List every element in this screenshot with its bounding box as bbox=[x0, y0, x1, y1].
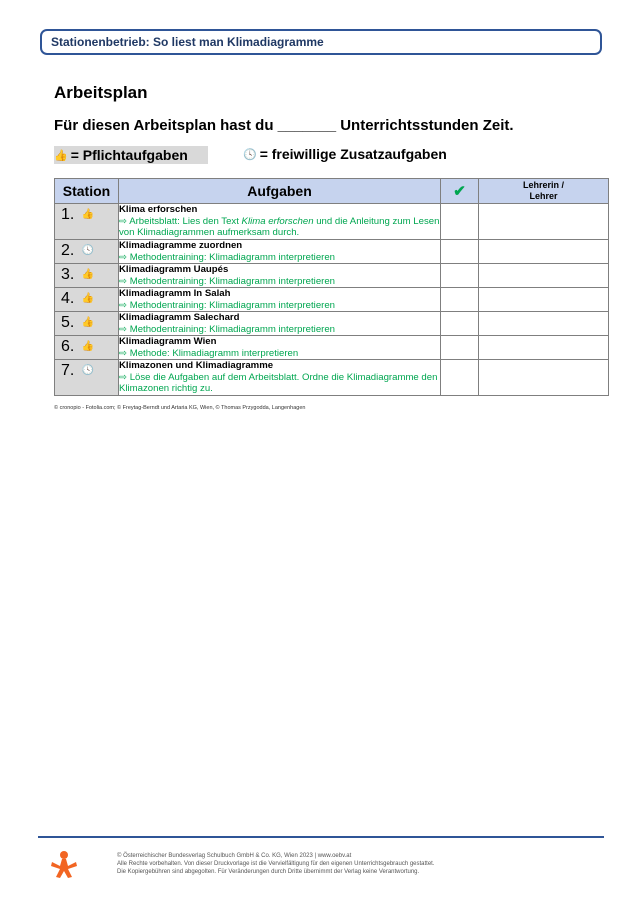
task-desc-italic: Klima erforschen bbox=[241, 215, 314, 227]
station-cell bbox=[55, 288, 119, 312]
legend-optional bbox=[243, 146, 447, 162]
header-station: Station bbox=[55, 179, 119, 204]
footer-line3: Die Kopiergebühren sind abgegolten. Für Veränderungen durch Dritte übernimmt der Verlag keine Verantwortung. bbox=[117, 869, 420, 875]
station-number: 6. bbox=[61, 338, 75, 355]
check-icon: ✔ bbox=[441, 179, 479, 204]
station-cell bbox=[55, 240, 119, 264]
task-title: Klimadiagramm Salechard bbox=[119, 312, 240, 323]
check-cell[interactable] bbox=[441, 288, 479, 312]
station-cell bbox=[55, 336, 119, 360]
task-cell bbox=[119, 240, 441, 264]
check-cell[interactable] bbox=[441, 264, 479, 288]
thumb-icon: 👍 bbox=[81, 293, 95, 304]
teacher-cell[interactable] bbox=[479, 288, 609, 312]
task-title: Klimadiagramm Uaupés bbox=[119, 264, 229, 275]
arrow-right-icon: ⇨ bbox=[119, 215, 130, 227]
arrow-right-icon: ⇨ bbox=[119, 251, 130, 263]
check-cell[interactable] bbox=[441, 360, 479, 396]
header-title: Stationenbetrieb: So liest man Klimadiagramme bbox=[51, 35, 324, 49]
task-desc: Methodentraining: Klimadiagramm interpretieren bbox=[129, 323, 336, 335]
station-number: 4. bbox=[61, 290, 75, 307]
table-row bbox=[55, 288, 609, 312]
task-cell bbox=[119, 312, 441, 336]
check-cell[interactable] bbox=[441, 204, 479, 240]
task-description bbox=[119, 348, 440, 360]
task-description bbox=[119, 324, 440, 336]
task-cell bbox=[119, 360, 441, 396]
teacher-cell[interactable] bbox=[479, 360, 609, 396]
thumb-icon: 👍 bbox=[81, 341, 95, 352]
header-box bbox=[40, 29, 602, 55]
station-number: 7. bbox=[61, 362, 75, 379]
publisher-logo bbox=[50, 850, 78, 878]
footer-line1: © Österreichischer Bundesverlag Schulbuch GmbH & Co. KG, Wien 2023 | www.oebv.at bbox=[117, 853, 352, 859]
work-plan-table bbox=[54, 178, 609, 396]
task-cell bbox=[119, 204, 441, 240]
thumb-icon: 👍 bbox=[81, 317, 95, 328]
task-cell bbox=[119, 288, 441, 312]
task-title: Klimadiagramme zuordnen bbox=[119, 240, 243, 251]
time-instruction: Für diesen Arbeitsplan hast du _______ Unterrichtsstunden Zeit. bbox=[54, 117, 514, 134]
teacher-cell[interactable] bbox=[479, 204, 609, 240]
task-desc: Methode: Klimadiagramm interpretieren bbox=[129, 347, 299, 359]
station-number: 1. bbox=[61, 206, 75, 223]
table-row bbox=[55, 264, 609, 288]
table-row bbox=[55, 204, 609, 240]
task-description bbox=[119, 372, 440, 395]
station-cell bbox=[55, 264, 119, 288]
page-title: Arbeitsplan bbox=[54, 83, 148, 102]
task-description bbox=[119, 252, 440, 264]
arrow-right-icon: ⇨ bbox=[119, 347, 130, 359]
task-desc: Methodentraining: Klimadiagramm interpretieren bbox=[129, 299, 336, 311]
task-description bbox=[119, 276, 440, 288]
task-title: Klimadiagramm Wien bbox=[119, 336, 217, 347]
teacher-cell[interactable] bbox=[479, 336, 609, 360]
table-row bbox=[55, 312, 609, 336]
teacher-cell[interactable] bbox=[479, 240, 609, 264]
footer-line2: Alle Rechte vorbehalten. Von dieser Druckvorlage ist die Vervielfältigung für den eigenen Unterrichtsgebrauch gestattet. bbox=[117, 861, 435, 867]
station-cell bbox=[55, 312, 119, 336]
station-cell bbox=[55, 360, 119, 396]
header-teacher-line1: Lehrerin / bbox=[522, 180, 564, 190]
task-title: Klima erforschen bbox=[119, 204, 198, 215]
task-desc: Methodentraining: Klimadiagramm interpretieren bbox=[129, 251, 336, 263]
teacher-cell[interactable] bbox=[479, 264, 609, 288]
arrow-right-icon: ⇨ bbox=[119, 275, 130, 287]
legend-optional-label: = freiwillige Zusatzaufgaben bbox=[259, 146, 447, 162]
task-desc: Löse die Aufgaben auf dem Arbeitsblatt. Ordne die Klimadiagramme den Klimazonen richtig zu. bbox=[119, 371, 438, 394]
table-header-row bbox=[55, 179, 609, 204]
footer-text bbox=[117, 852, 435, 876]
table-row bbox=[55, 360, 609, 396]
arrow-right-icon: ⇨ bbox=[119, 299, 130, 311]
thumb-icon: 👍 bbox=[81, 209, 95, 220]
clock-icon: 🕓 bbox=[81, 365, 95, 376]
task-desc: Methodentraining: Klimadiagramm interpretieren bbox=[129, 275, 336, 287]
check-cell[interactable] bbox=[441, 240, 479, 264]
header-teacher bbox=[479, 179, 609, 204]
legend-mandatory bbox=[54, 146, 208, 164]
task-cell bbox=[119, 264, 441, 288]
check-cell[interactable] bbox=[441, 336, 479, 360]
header-tasks: Aufgaben bbox=[119, 179, 441, 204]
arrow-right-icon: ⇨ bbox=[119, 323, 130, 335]
table-row bbox=[55, 240, 609, 264]
clock-icon: 🕓 bbox=[243, 148, 257, 161]
task-description bbox=[119, 216, 440, 239]
station-number: 3. bbox=[61, 266, 75, 283]
station-cell bbox=[55, 204, 119, 240]
task-description bbox=[119, 300, 440, 312]
task-title: Klimazonen und Klimadiagramme bbox=[119, 360, 274, 371]
footer-divider bbox=[38, 836, 604, 838]
thumb-icon: 👍 bbox=[81, 269, 95, 280]
check-cell[interactable] bbox=[441, 312, 479, 336]
table-row bbox=[55, 336, 609, 360]
teacher-cell[interactable] bbox=[479, 312, 609, 336]
station-number: 5. bbox=[61, 314, 75, 331]
task-desc-post: und die Anleitung zum Lesen von Klimadiagrammen aufmerksam durch. bbox=[119, 215, 440, 238]
legend-mandatory-label: = Pflichtaufgaben bbox=[70, 147, 188, 163]
image-credit: © cronopio - Fotolia.com; © Freytag-Berndt und Artaria KG, Wien, © Thomas Przygodda, Langenhagen bbox=[54, 405, 306, 411]
clock-icon: 🕓 bbox=[81, 245, 95, 256]
arrow-right-icon: ⇨ bbox=[119, 371, 130, 383]
station-number: 2. bbox=[61, 242, 75, 259]
task-title: Klimadiagramm In Salah bbox=[119, 288, 231, 299]
thumb-icon: 👍 bbox=[54, 149, 68, 162]
header-teacher-line2: Lehrer bbox=[529, 191, 558, 201]
task-cell bbox=[119, 336, 441, 360]
task-desc: Arbeitsblatt: Lies den Text bbox=[129, 215, 242, 227]
